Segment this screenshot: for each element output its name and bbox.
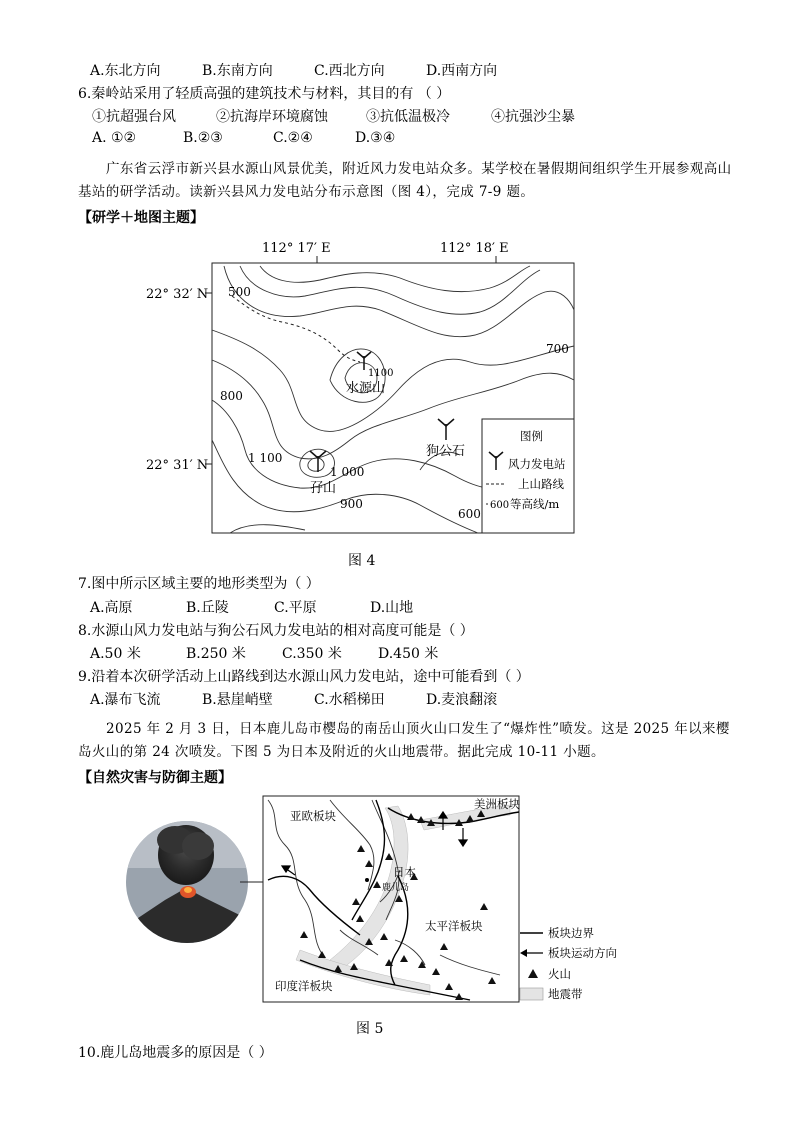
plate-pacific: 太平洋板块 [425,919,483,933]
q9-option-a: A.瀑布飞流 [90,692,161,708]
lat-label-1: 22° 32′ N [146,287,209,302]
q6-item-4: ④抗强沙尘暴 [491,109,575,125]
q5-option-d: D.西南方向 [426,63,498,79]
legend-title: 图例 [520,429,543,443]
q5-option-a: A.东北方向 [90,63,161,79]
q7-stem: 7.图中所示区域主要的地形类型为（ ） [78,576,320,592]
q9-stem: 9.沿着本次研学活动上山路线到达水源山风力发电站，途中可能看到（ ） [78,669,530,685]
q6-stem: 6.秦岭站采用了轻质高强的建筑技术与材料，其目的有 （ ） [78,86,451,102]
figure-5-caption: 图 5 [356,1021,384,1037]
lat-label-2: 22° 31′ N [146,458,209,473]
contour-label-1000: 1 000 [330,465,365,479]
q6-option-b: B.②③ [183,130,223,146]
legend-volcano-label: 火山 [548,967,571,981]
legend-motion-label: 板块运动方向 [548,946,617,960]
q7-option-c: C.平原 [274,600,317,616]
kagoshima-dot [365,878,369,882]
q8-option-a: A.50 米 [90,646,141,662]
legend-wind-station: 风力发电站 [508,457,566,471]
legend-contour: 等高线/m [510,497,560,511]
legend-contour-sample: 600 [490,500,510,511]
plate-indian: 印度洋板块 [275,979,333,993]
q7-option-b: B.丘陵 [186,600,229,616]
legend-belt-icon [520,988,543,1000]
q8-option-b: B.250 米 [186,646,246,662]
figure-4-caption: 图 4 [348,553,376,569]
contour-label-800: 800 [220,389,243,403]
map5-legend [520,933,543,1000]
intro-1-text: 广东省云浮市新兴县水源山风景优美，附近风力发电站众多。某学校在暑假期间组织学生开展参观高山基站的研学活动。读新兴县风力发电站分布示意图（图 4），完成 7-9 题。 [78,161,732,200]
q6-option-c: C.②④ [273,130,313,146]
q9-option-d: D.麦浪翻滚 [426,692,498,708]
contour-label-500: 500 [228,285,251,299]
q9-option-c: C.水稻梯田 [314,692,385,708]
legend-boundary-label: 板块边界 [548,926,594,940]
place-japan: 日本 [393,865,416,879]
q9-option-b: B.悬崖峭壁 [202,692,273,708]
q5-option-b: B.东南方向 [202,63,273,79]
q7-option-d: D.山地 [370,600,414,616]
q10-stem: 10.鹿儿岛地震多的原因是（ ） [78,1045,273,1061]
q6-item-3: ③抗低温极冷 [366,109,450,125]
contour-label-600: 600 [458,507,481,521]
q6-option-d: D.③④ [355,130,396,146]
q8-option-c: C.350 米 [282,646,342,662]
contour-label-700: 700 [546,342,569,356]
place-gougongshi: 狗公石 [426,444,466,459]
q7-option-a: A.高原 [90,600,133,616]
place-shuiyuanshan: 水源山 [346,381,386,396]
place-mashan: 孖山 [310,481,337,496]
legend-volcano-icon [528,969,538,978]
eruption-photo [120,818,260,950]
place-kagoshima: 鹿儿岛 [382,883,410,893]
contour-label-900: 900 [340,497,363,511]
q6-option-a: A. ①② [92,130,137,146]
q8-option-d: D.450 米 [378,646,439,662]
plate-eurasian: 亚欧板块 [290,809,336,823]
q8-stem: 8.水源山风力发电站与狗公石风力发电站的相对高度可能是（ ） [78,623,474,639]
q5-option-c: C.西北方向 [314,63,385,79]
lon-label-2: 112° 18′ E [440,241,509,256]
theme-heading-2: 【自然灾害与防御主题】 [78,770,232,786]
intro-2-text: 2025 年 2 月 3 日，日本鹿儿岛市樱岛的南岳山顶火山口发生了“爆炸性”喷发。这是 2025 年以来樱岛火山的第 24 次喷发。下图 5 为日本及附近的火山地震带。据此完成 10-11 小题。 [78,721,730,760]
legend-path: 上山路线 [518,477,564,491]
contour-label-1100: 1 100 [248,451,283,465]
lon-label-1: 112° 17′ E [262,241,331,256]
q6-item-2: ②抗海岸环境腐蚀 [216,109,328,125]
theme-heading-1: 【研学＋地图主题】 [78,210,204,226]
plate-american: 美洲板块 [474,797,520,811]
q6-item-1: ①抗超强台风 [92,109,176,125]
legend-belt-label: 地震带 [548,987,583,1001]
summit-elevation: 1100 [368,368,394,379]
